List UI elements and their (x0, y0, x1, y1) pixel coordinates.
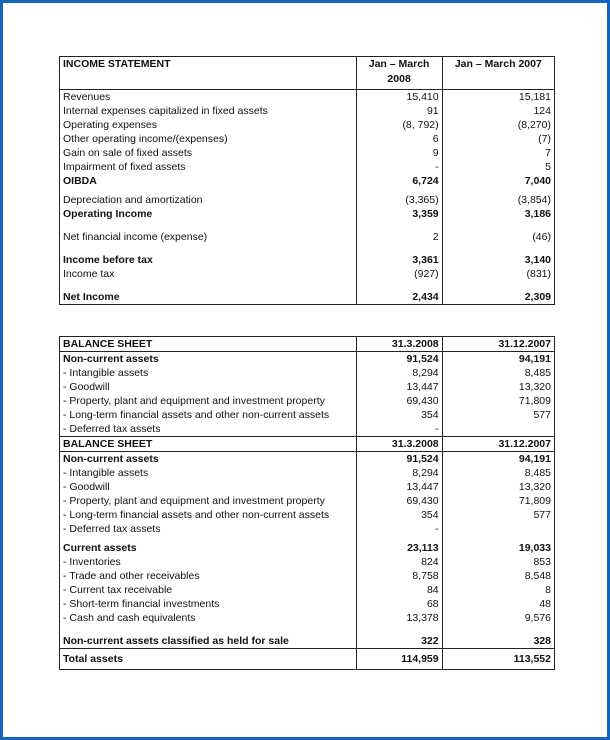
row-value-2007: (46) (442, 221, 554, 244)
row-value-2007 (442, 422, 554, 437)
column-header-2007: Jan – March 2007 (442, 57, 554, 90)
row-label: Gain on sale of fixed assets (60, 146, 357, 160)
row-value-2008: 114,959 (356, 649, 442, 670)
balance-sheet-title: BALANCE SHEET (60, 337, 357, 352)
row-value-2008: 68 (356, 597, 442, 611)
table-row (60, 625, 555, 649)
row-value-2007: 2,309 (442, 281, 554, 305)
row-value-2008: 322 (356, 625, 442, 649)
row-value-2008: 9 (356, 146, 442, 160)
row-label: Current assets (60, 536, 357, 555)
table-row (60, 536, 555, 555)
row-value-2008: 824 (356, 555, 442, 569)
row-value-2008: 13,447 (356, 380, 442, 394)
row-label: - Intangible assets (60, 366, 357, 380)
table-header-row (60, 437, 555, 452)
row-value-2007: 94,191 (442, 352, 554, 367)
row-value-2008: 3,359 (356, 207, 442, 221)
row-value-2007: (3,854) (442, 188, 554, 207)
row-value-2008: 2,434 (356, 281, 442, 305)
income-statement-table (59, 56, 555, 305)
column-header-2008: 31.3.2008 (356, 437, 442, 452)
row-value-2007: 328 (442, 625, 554, 649)
table-row (60, 221, 555, 244)
row-value-2008: 13,447 (356, 480, 442, 494)
table-row (60, 366, 555, 380)
table-row (60, 408, 555, 422)
row-label: Other operating income/(expenses) (60, 132, 357, 146)
row-value-2007: 8,548 (442, 569, 554, 583)
row-value-2008: - (356, 422, 442, 437)
row-value-2007: 3,186 (442, 207, 554, 221)
row-value-2008: 91 (356, 104, 442, 118)
row-value-2008: 2 (356, 221, 442, 244)
table-row (60, 380, 555, 394)
table-row (60, 466, 555, 480)
row-value-2008: 354 (356, 508, 442, 522)
row-label: Income tax (60, 267, 357, 281)
row-label: Operating Income (60, 207, 357, 221)
row-label: Non-current assets classified as held for sale (60, 625, 357, 649)
row-value-2007: 94,191 (442, 452, 554, 467)
row-value-2008: (3,365) (356, 188, 442, 207)
row-value-2007: (831) (442, 267, 554, 281)
table-row (60, 207, 555, 221)
row-value-2007: 7,040 (442, 174, 554, 188)
row-value-2008: 91,524 (356, 452, 442, 467)
table-row (60, 104, 555, 118)
table-row (60, 132, 555, 146)
row-value-2008: 13,378 (356, 611, 442, 625)
row-value-2007: (7) (442, 132, 554, 146)
table-row (60, 611, 555, 625)
table-row-total (60, 649, 555, 670)
table-row (60, 597, 555, 611)
row-label: Revenues (60, 90, 357, 105)
row-value-2007: (8,270) (442, 118, 554, 132)
row-value-2007: 13,320 (442, 380, 554, 394)
row-value-2007: 113,552 (442, 649, 554, 670)
column-header-2007: 31.12.2007 (442, 337, 554, 352)
table-row (60, 174, 555, 188)
row-label: - Goodwill (60, 480, 357, 494)
column-header-2007: 31.12.2007 (442, 437, 554, 452)
row-value-2007: 8,485 (442, 366, 554, 380)
row-value-2007: 577 (442, 408, 554, 422)
row-label: Non-current assets (60, 352, 357, 367)
row-value-2008: 6,724 (356, 174, 442, 188)
balance-sheet-table (59, 336, 555, 670)
table-row (60, 244, 555, 267)
row-value-2008: 84 (356, 583, 442, 597)
table-row (60, 146, 555, 160)
table-row-total (60, 281, 555, 305)
row-value-2008: 8,294 (356, 366, 442, 380)
row-value-2008: (8, 792) (356, 118, 442, 132)
table-header-row (60, 337, 555, 352)
table-row (60, 555, 555, 569)
row-value-2007: 48 (442, 597, 554, 611)
row-label: - Short-term financial investments (60, 597, 357, 611)
column-header-2008: Jan – March 2008 (356, 57, 442, 90)
row-value-2008: 3,361 (356, 244, 442, 267)
balance-sheet-title: BALANCE SHEET (60, 437, 357, 452)
row-value-2007: 124 (442, 104, 554, 118)
row-value-2007 (442, 522, 554, 536)
row-label: - Inventories (60, 555, 357, 569)
table-row (60, 267, 555, 281)
row-label: - Property, plant and equipment and investment property (60, 494, 357, 508)
table-row (60, 422, 555, 437)
row-value-2008: 69,430 (356, 494, 442, 508)
row-label: Internal expenses capitalized in fixed assets (60, 104, 357, 118)
row-label: - Deferred tax assets (60, 422, 357, 437)
table-row (60, 160, 555, 174)
row-value-2007: 71,809 (442, 394, 554, 408)
row-value-2008: 69,430 (356, 394, 442, 408)
row-label: - Property, plant and equipment and investment property (60, 394, 357, 408)
row-label: Non-current assets (60, 452, 357, 467)
row-label: Net financial income (expense) (60, 221, 357, 244)
row-value-2007: 7 (442, 146, 554, 160)
row-value-2007: 9,576 (442, 611, 554, 625)
row-value-2007: 13,320 (442, 480, 554, 494)
row-value-2008: - (356, 160, 442, 174)
table-row (60, 508, 555, 522)
row-label: - Deferred tax assets (60, 522, 357, 536)
row-value-2008: 6 (356, 132, 442, 146)
table-row (60, 480, 555, 494)
column-header-2008: 31.3.2008 (356, 337, 442, 352)
row-value-2008: 91,524 (356, 352, 442, 367)
row-value-2008: 8,758 (356, 569, 442, 583)
row-label: - Cash and cash equivalents (60, 611, 357, 625)
row-label: - Long-term financial assets and other non-current assets (60, 508, 357, 522)
row-value-2007: 71,809 (442, 494, 554, 508)
row-label: Total assets (60, 649, 357, 670)
row-value-2007: 577 (442, 508, 554, 522)
row-label: - Long-term financial assets and other non-current assets (60, 408, 357, 422)
row-value-2008: - (356, 522, 442, 536)
row-value-2007: 8 (442, 583, 554, 597)
row-label: Impairment of fixed assets (60, 160, 357, 174)
row-label: - Intangible assets (60, 466, 357, 480)
row-label: Income before tax (60, 244, 357, 267)
row-label: OIBDA (60, 174, 357, 188)
row-value-2007: 3,140 (442, 244, 554, 267)
income-statement-title: INCOME STATEMENT (60, 57, 357, 90)
table-row (60, 494, 555, 508)
row-label: - Current tax receivable (60, 583, 357, 597)
table-row (60, 522, 555, 536)
row-label: Operating expenses (60, 118, 357, 132)
row-value-2008: 354 (356, 408, 442, 422)
row-value-2008: (927) (356, 267, 442, 281)
table-row (60, 569, 555, 583)
table-header-row (60, 57, 555, 90)
table-row (60, 118, 555, 132)
row-value-2007: 853 (442, 555, 554, 569)
table-row (60, 352, 555, 367)
table-row (60, 394, 555, 408)
row-label: Net Income (60, 281, 357, 305)
table-row (60, 583, 555, 597)
table-row (60, 188, 555, 207)
table-row (60, 452, 555, 467)
row-value-2007: 8,485 (442, 466, 554, 480)
row-label: - Goodwill (60, 380, 357, 394)
row-value-2007: 19,033 (442, 536, 554, 555)
table-row (60, 90, 555, 105)
row-value-2008: 8,294 (356, 466, 442, 480)
row-value-2007: 5 (442, 160, 554, 174)
row-value-2008: 15,410 (356, 90, 442, 105)
row-value-2008: 23,113 (356, 536, 442, 555)
row-label: - Trade and other receivables (60, 569, 357, 583)
row-label: Depreciation and amortization (60, 188, 357, 207)
row-value-2007: 15,181 (442, 90, 554, 105)
